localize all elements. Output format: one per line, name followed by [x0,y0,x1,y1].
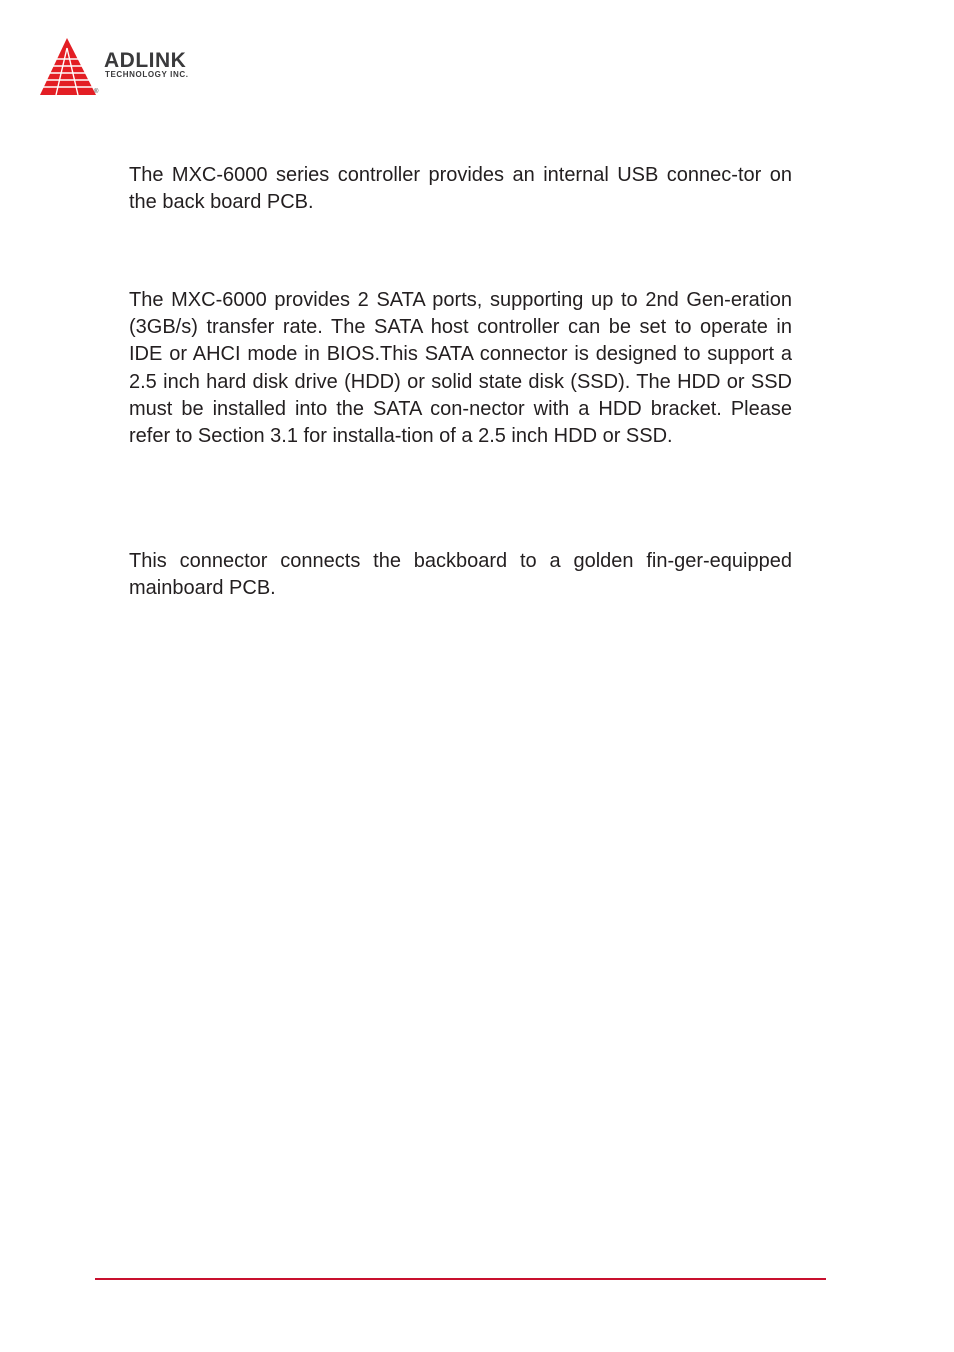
adlink-logo [38,38,238,100]
registered-mark: ® [94,89,99,95]
usb-connector-paragraph: The MXC-6000 series controller provides an internal USB connec-tor on the back board PCB. [129,164,792,214]
brand-tagline: TECHNOLOGY INC. [105,70,189,79]
footer-rule [95,1278,826,1280]
sata-ports-paragraph: The MXC-6000 provides 2 SATA ports, supporting up to 2nd Gen-eration (3GB/s) transfer rate. The SATA host controller can be set to operate in IDE or AHCI mode in BIOS.This SATA connector is designed to support a 2.5 inch hard disk drive (HDD) or solid state disk (SSD). The HDD or SSD must be installed into the SATA con-nector with a HDD bracket. Please refer to Section 3.1 for installa-tion of a 2.5 inch HDD or SSD. [129,289,792,448]
board-connector-paragraph: This connector connects the backboard to a golden fin-ger-equipped mainboard PCB. [129,550,792,600]
brand-name: ADLINK [104,49,187,72]
adlink-triangle-logo-icon [38,38,100,100]
